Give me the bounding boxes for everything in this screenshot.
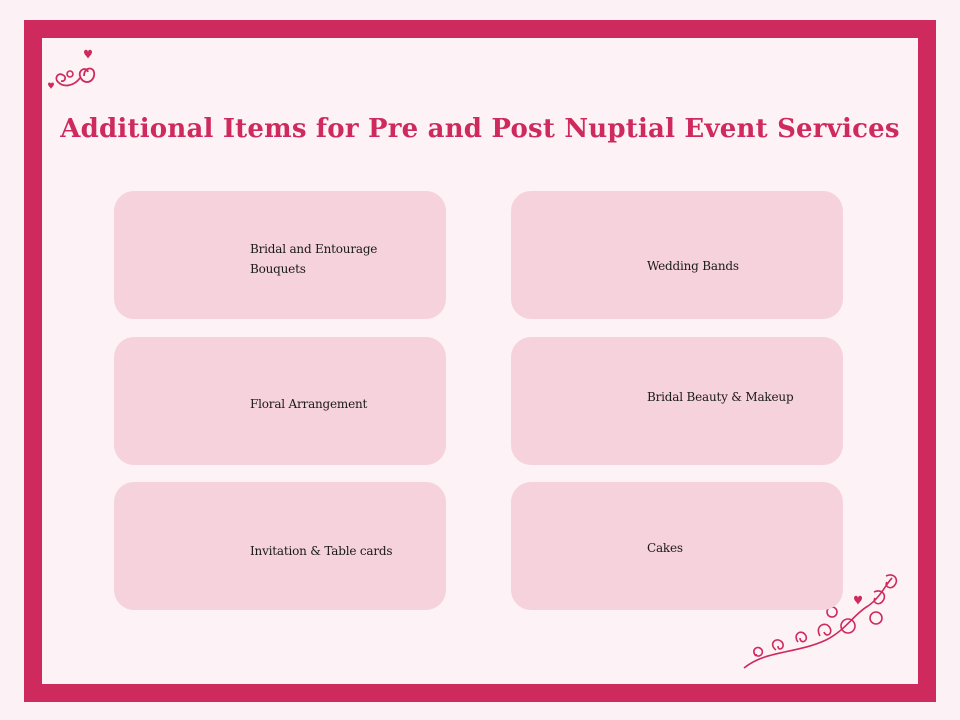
heart-swirl-icon [44,46,100,98]
service-card-invitation [114,482,446,610]
card-label: Bridal Beauty & Makeup [647,390,794,404]
card-label [250,239,377,279]
card-label: Cakes [647,541,683,555]
card-label: Floral Arrangement [250,397,368,411]
page-title: Additional Items for Pre and Post Nuptial Event Services [60,114,900,144]
service-card-bridal-bouquets [114,191,446,319]
card-label: Invitation & Table cards [250,544,393,558]
card-label-line: Bridal and Entourage [250,242,378,256]
card-label: Wedding Bands [647,259,739,273]
service-card-floral-arrangement [114,337,446,465]
card-label-line: Bouquets [250,262,306,276]
service-card-wedding-bands [511,191,843,319]
service-card-cakes [511,482,843,610]
service-card-bridal-beauty [511,337,843,465]
